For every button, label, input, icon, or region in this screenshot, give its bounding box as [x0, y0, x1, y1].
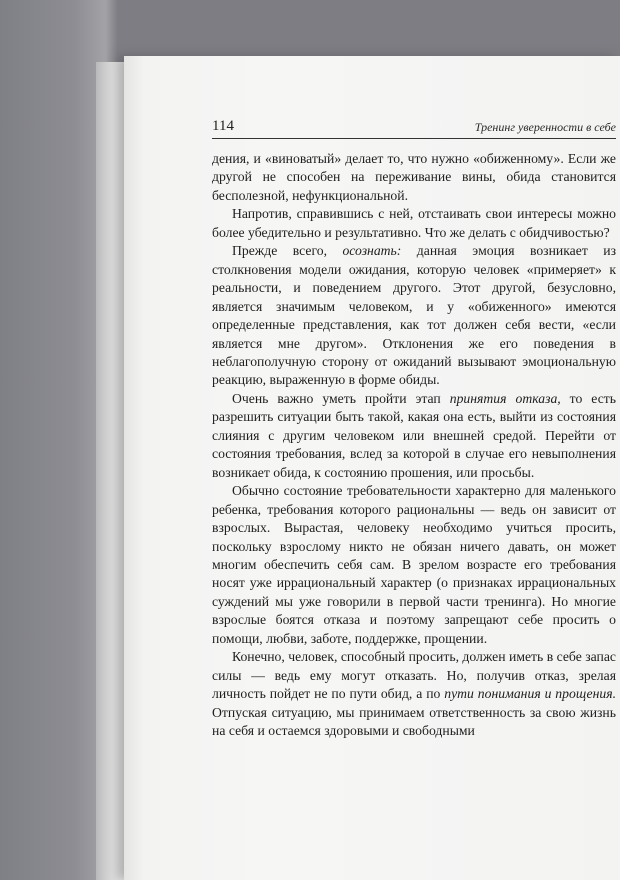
paragraph-3	[212, 242, 616, 390]
paragraph-3-text-b: данная эмоция возникает из столкновения модели ожидания, которую человек «примеряет» к реальности, и поведением другого. Этот другой, безусловно, является значимым человеком, и у «обиженного» имеются определенные представления, как тот должен себя вести, «если является мне другом». Отклонения же его поведения в неблагополучную сторону от ожиданий вызывают эмоциональную реакцию, выраженную в форме обиды.	[212, 243, 616, 388]
paragraph-4	[212, 390, 616, 482]
running-title: Тренинг уверенности в себе	[474, 120, 616, 134]
paragraph-4-text-a: Очень важно уметь пройти этап	[232, 390, 450, 406]
book-page	[124, 56, 620, 880]
paragraph-6-emphasis: пути понимания и прощения.	[444, 686, 616, 702]
paragraph-4-text-b: то есть разрешить ситуации быть такой, какая она есть, выйти из состояния слияния с другим человеком или внешней средой. Перейти от состояния требования, вслед за которой в случае его невыполнения возникает обида, к состоянию прошения, или просьбы.	[212, 390, 617, 480]
paragraph-3-text-a: Прежде всего,	[232, 243, 343, 259]
body-text	[212, 150, 616, 741]
page-header	[212, 118, 616, 139]
paragraph-6-text-b: Отпуская ситуацию, мы принимаем ответственность за свою жизнь на себя и остаемся здоровыми и свободными	[212, 704, 616, 739]
paragraph-5: Обычно состояние требовательности характерно для маленького ребенка, требования которого рациональны — ведь он зависит от взрослых. Вырастая, человеку необходимо учиться просить, поскольку взрослому никто не обязан ничего давать, он может многим обеспечить себя сам. В зрелом возрасте его требования носят уже иррациональный характер (о признаках иррациональных суждений мы уже говорили в первой части тренинга). Но многие взрослые боятся отказа и поэтому запрещают себе просить о помощи, любви, заботе, поддержке, прощении.	[212, 483, 616, 646]
paragraph-2: Напротив, справившись с ней, отстаивать свои интересы можно более убедительно и результативно. Что же делать с обидчивостью?	[212, 206, 616, 240]
paragraph-4-emphasis: принятия отказа,	[449, 390, 561, 406]
paragraph-6	[212, 648, 616, 740]
paragraph-6-text-a: Конечно, человек, способный просить, должен иметь в себе запас силы — ведь ему могут отказать. Но, получив отказ, зрелая личность пойдет не по пути обид, а по	[212, 649, 616, 702]
page-number: 114	[212, 118, 234, 134]
paragraph-1: дения, и «виноватый» делает то, что нужно «обиженному». Если же другой не способен на переживание вины, обида становится бесполезной, нефункциональной.	[212, 151, 616, 203]
paragraph-3-emphasis: осознать:	[342, 243, 402, 259]
